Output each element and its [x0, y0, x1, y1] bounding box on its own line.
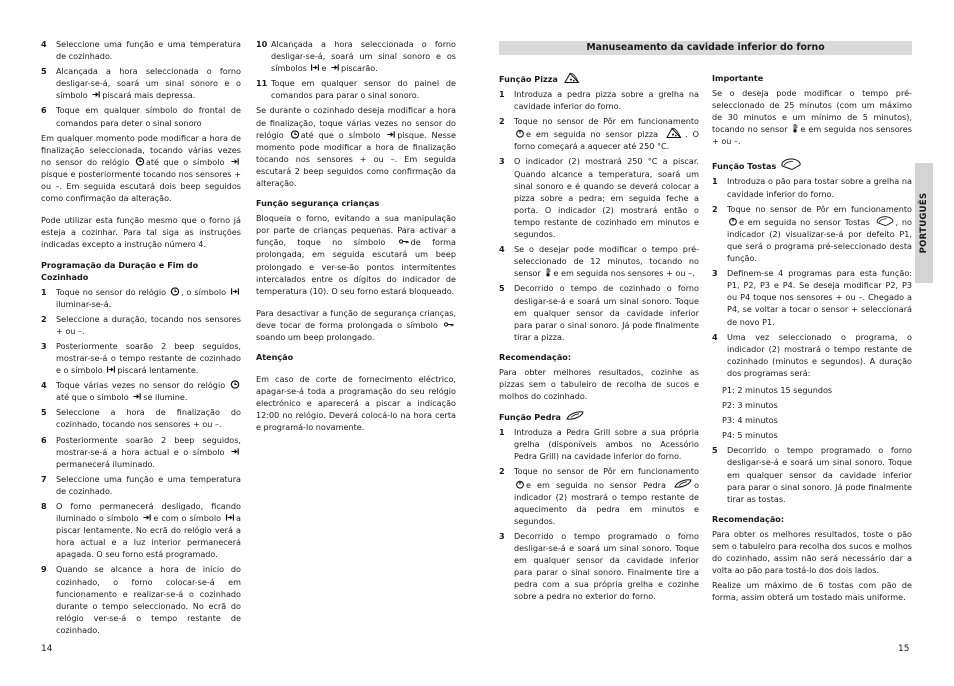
- power-icon: [515, 129, 525, 138]
- section-heading: Programação da Duração e Fim do Cozinhado: [41, 259, 199, 282]
- paragraph: Para obter os melhores resultados, toste o pão sem o tabuleiro para recolha dos sucos e molhos do cozinhado, assim não será necessário dar a volta ao pão para tostá-lo dos dois lados.: [712, 528, 912, 576]
- paragraph: Se o deseja pode modificar o tempo pré-seleccionado de 25 minutos (com um máximo de 30 minutos e um mínimo de 5 minutos), tocando no sensor e em seguida nos sensores + ou –.: [712, 88, 912, 147]
- right-column-1: [499, 72, 699, 605]
- list-item: 10 Alcançada a hora seleccionada o forno desligar-se-á, soará um sinal sonoro e os símbolos e piscarão.: [256, 39, 456, 74]
- page-number-left: 14: [41, 644, 53, 654]
- paragraph: Em qualquer momento pode modificar a hora de finalização seleccionada, tocando várias vezes no sensor do relógio até que o símbolo pisque e posteriormente tocando nos sensores + ou –. Em seguida escutará dois beep seguidos como confirmação da alteração.: [41, 132, 241, 204]
- paragraph: Em caso de corte de fornecimento eléctrico, apagar-se-á toda a programação do seu relógio electrónico e aparecerá a piscar a indicação 12:00 no relógio. Deverá colocá-lo na hora certa e programá-lo novamente.: [256, 374, 456, 433]
- section-heading: Função Tostas: [712, 157, 912, 172]
- list-item: 11 Toque em qualquer sensor do painel de comandos para parar o sinal sonoro.: [256, 78, 456, 101]
- power-icon: [515, 480, 525, 489]
- paragraph: Pode utilizar esta função mesmo que o forno já esteja a cozinhar. Para tal siga as instruções indicadas excepto a instrução número 4.: [41, 215, 241, 250]
- page-number-right: 15: [898, 644, 910, 654]
- list-item: 2 Seleccione a duração, tocando nos sensores + ou –.: [41, 313, 241, 336]
- paragraph: Se durante o cozinhado deseja modificar a hora de finalização, toque várias vezes no sensor do relógio até que o símbolo pisque. Nesse momento pode modificar a hora de finalização tocando nos sensores + ou –. Em seguida escutará 2 beep seguidos como confirmação da alteração.: [256, 105, 457, 189]
- list-item: 8 O forno permanecerá desligado, ficando iluminado o símbolo e com o símbolo a piscar lentamente. No ecrã do relógio verá a hora actual e a luz interior permanecerá apagada. O seu forno está programado.: [41, 501, 242, 560]
- list-item: 7 Seleccione uma função e uma temperatura de cozinhado.: [41, 473, 241, 496]
- list-item: 5 Seleccione a hora de finalização do cozinhado, tocando nos sensores + ou –.: [41, 407, 241, 430]
- program-list: [712, 384, 912, 441]
- section-heading: Atenção: [256, 352, 294, 363]
- power-icon: [728, 217, 738, 226]
- left-column-2: [256, 38, 456, 437]
- thermometer-icon: [544, 268, 552, 277]
- toast-icon: [780, 157, 802, 171]
- clock-icon: [290, 130, 300, 139]
- end-time-icon: [330, 63, 340, 72]
- list-item: 6 Posteriormente soarão 2 beep seguidos, mostrar-se-á a hora actual e o símbolo permanecerá iluminado.: [41, 434, 241, 469]
- end-time-icon: [91, 90, 101, 99]
- list-item: P4: 5 minutos: [722, 430, 778, 441]
- toast-icon: [875, 215, 895, 227]
- list-item: 1 Toque no sensor do relógio , o símbolo iluminar-se-á.: [41, 286, 241, 310]
- list-item: 3 O indicador (2) mostrará 250 °C a piscar. Quando alcance a temperatura, soará um sinal sonoro e é quando se deverá colocar a pizza sobre a pedra; em seguida feche a porta. O indicador (2) mostrará então o tempo restante de cozinhado em minutos e segundos.: [499, 156, 699, 240]
- stone-icon: [673, 478, 693, 490]
- list-item: 2 Toque no sensor de Pôr em funcionamento e em seguida no sensor Tostas , no indicador (2) visualizar-se-á por defeito P1, que será o programa pré-seleccionado desta função.: [712, 203, 912, 264]
- paragraph: Para desactivar a função de segurança crianças, deve tocar de forma prolongada o símbolo soando um beep prolongado.: [256, 307, 456, 342]
- end-time-icon: [132, 392, 142, 401]
- section-banner: Manuseamento da cavidade inferior do forno: [499, 41, 912, 55]
- list-item: 3 Definem-se 4 programas para esta função: P1, P2, P3 e P4. Se deseja modificar P2, P3 ou P4 toque nos sensores + ou –. Chegado a P4, se voltar a tocar o sensor + seleccionará de novo P1.: [712, 268, 912, 327]
- paragraph: Para obter melhores resultados, cozinhe as pizzas sem o tabuleiro de recolha de sucos e molhos do cozinhado.: [499, 366, 699, 402]
- list-item: 6 Toque em qualquer símbolo do frontal de comandos para deter o sinal sonoro: [41, 105, 241, 128]
- clock-icon: [170, 287, 180, 296]
- right-column-2: [712, 72, 912, 606]
- section-heading: Recomendação:: [499, 351, 572, 362]
- section-heading: Função Pedra: [499, 410, 699, 423]
- list-item: 4 Toque várias vezes no sensor do relógio até que o símbolo se ilumine.: [41, 379, 241, 403]
- list-item: 5 Decorrido o tempo de cozinhado o forno desligar-se-á e soará um sinal sonoro. Toque em qualquer sensor da cavidade inferior para parar o sinal sonoro. Já pode finalmente tirar a pizza.: [499, 283, 699, 342]
- duration-icon: [230, 287, 240, 296]
- list-item: 3 Decorrido o tempo programado o forno desligar-se-á e soará um sinal sonoro. Toque em qualquer sensor da cavidade inferior para parar o sinal sonoro. Finalmente tire a pedra com a sua própria grelha e cozinhe sobre a pedra no exterior do forno.: [499, 530, 699, 602]
- end-time-icon: [142, 513, 152, 522]
- list-item: 4 Se o desejar pode modificar o tempo pré-seleccionado de 12 minutos, tocando no sensor e em seguida nos sensores + ou –.: [499, 244, 699, 279]
- list-item: 9 Quando se alcance a hora de início do cozinhado, o forno colocar-se-á em funcionamento e realizar-se-á o cozinhado durante o tempo seleccionado. No ecrã do relógio ver-se-á o tempo restante de cozinhado.: [41, 564, 241, 635]
- pizza-icon: [664, 127, 684, 139]
- list-item: 4 Uma vez seleccionado o programa, o indicador (2) mostrará o tempo restante de cozinhado (minutos e segundos). A duração dos programas será:: [712, 331, 912, 378]
- list-item: 3 Posteriormente soarão 2 beep seguidos, mostrar-se-á o tempo restante de cozinhado e o símbolo piscará lentamente.: [41, 340, 241, 376]
- list-item: 2 Toque no sensor de Pôr em funcionamento e em seguida no sensor pizza . O forno começará a aquecer até 250 °C.: [499, 116, 699, 152]
- list-item: 5 Alcançada a hora seleccionada o forno desligar-se-á, soará um sinal sonoro e o símbolo piscará mais depressa.: [41, 66, 241, 101]
- paragraph: Realize um máximo de 6 tostas com pão de forma, assim obterá um tostado mais uniforme.: [712, 580, 912, 603]
- list-item: 1 Introduza a pedra pizza sobre a grelha na cavidade inferior do forno.: [499, 89, 699, 112]
- section-heading: Função segurança crianças: [256, 198, 380, 209]
- list-item: P1: 2 minutos 15 segundos: [722, 384, 833, 395]
- section-heading: Recomendação:: [712, 513, 785, 524]
- key-icon: [398, 237, 410, 246]
- duration-icon: [310, 63, 320, 72]
- list-item: 5 Decorrido o tempo programado o forno desligar-se-á e soará um sinal sonoro. Toque em qualquer sensor da cavidade inferior para parar o sinal sonoro. Já pode finalmente tirar as tostas.: [712, 445, 912, 504]
- list-item: P2: 3 minutos: [722, 400, 778, 411]
- clock-icon: [230, 380, 240, 389]
- duration-icon: [225, 513, 235, 522]
- list-item: 1 Introduza o pão para tostar sobre a grelha na cavidade inferior do forno.: [712, 176, 912, 199]
- left-column-1: [41, 38, 241, 639]
- end-time-icon: [386, 130, 396, 139]
- thermometer-icon: [791, 124, 799, 133]
- stone-icon: [565, 410, 585, 422]
- list-item: P3: 4 minutos: [722, 415, 778, 426]
- list-item: 2 Toque no sensor de Pôr em funcionamento e em seguida no sensor Pedra o indicador (2) mostrará o tempo restante de aquecimento da pedra em minutos e segundos.: [499, 466, 700, 526]
- paragraph: Bloqueia o forno, evitando a sua manipulação por parte de crianças pequenas. Para activar a função, toque no símbolo de forma prolongada, em seguida escutará um beep prolongado e ver-se-ão pontos intermitentes intercalados entre os dígitos do indicador de temperatura (10). O seu forno estará bloqueado.: [256, 213, 456, 296]
- duration-icon: [106, 365, 116, 374]
- language-tab: PORTUGUÊS: [915, 163, 933, 283]
- key-icon: [443, 320, 455, 329]
- pizza-icon: [562, 72, 582, 84]
- end-time-icon: [230, 157, 240, 166]
- end-time-icon: [230, 447, 240, 456]
- section-heading: Função Pizza: [499, 72, 699, 85]
- list-item: 1 Introduza a Pedra Grill sobre a sua própria grelha (disponíveis ambos no Acessório Pedra Grill) na cavidade inferior do forno.: [499, 427, 699, 462]
- section-heading: Importante: [712, 73, 764, 83]
- list-item: 4 Seleccione uma função e uma temperatura de cozinhado.: [41, 39, 241, 62]
- clock-icon: [135, 157, 145, 166]
